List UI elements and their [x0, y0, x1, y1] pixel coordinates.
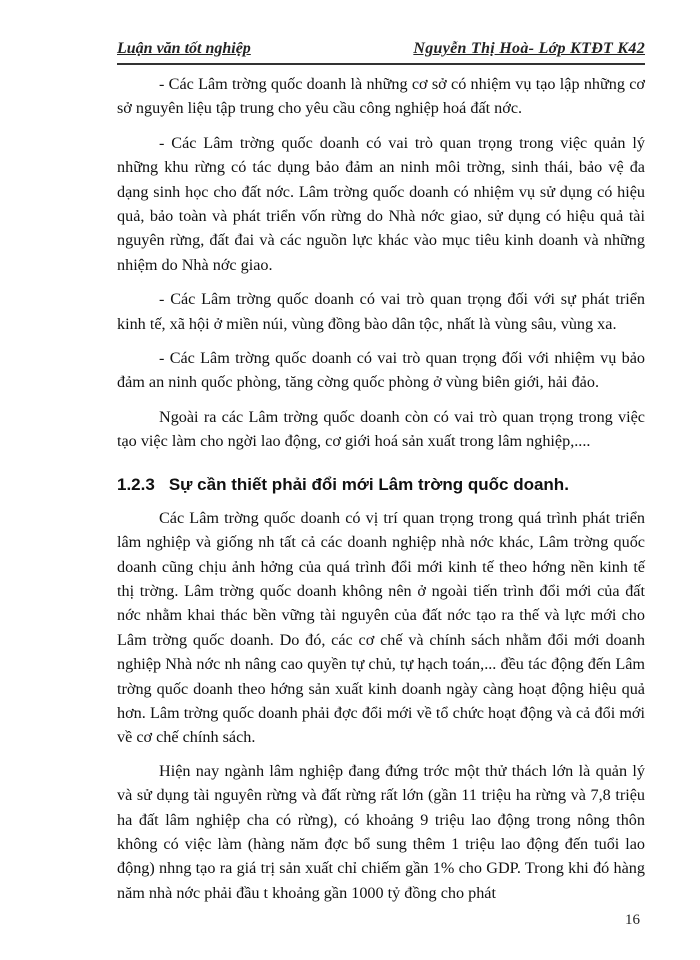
paragraph-3: - Các Lâm trờng quốc doanh có vai trò quan trọng đối với sự phát triển kinh tế, xã hội ở miền núi, vùng đồng bào dân tộc, nhất là vùng sâu, vùng xa. [117, 290, 645, 333]
paragraph-2: - Các Lâm trờng quốc doanh có vai trò quan trọng trong việc quản lý những khu rừng có tác dụng bảo đảm an ninh môi trờng, sinh thái, bảo vệ đa dạng sinh học cho đất nớc. Lâm trờng quốc doanh có nhiệm vụ sử dụng có hiệu quả, bảo toàn và phát triển vốn rừng do Nhà nớc giao, sử dụng có hiệu quả tài nguyên rừng, đất đai và các nguồn lực khác vào mục tiêu kinh doanh và những nhiệm do Nhà nớc giao. [117, 133, 645, 274]
header-author-class: Nguyễn Thị Hoà- Lớp KTĐT K42 [413, 40, 645, 57]
body-text [117, 72, 645, 914]
page-number: 16 [625, 912, 640, 928]
section-number: 1.2.3 [117, 474, 155, 494]
page-header [117, 38, 645, 64]
header-rule [117, 63, 645, 65]
paragraph-5: Ngoài ra các Lâm trờng quốc doanh còn có vai trò quan trọng trong việc tạo việc làm cho ngời lao động, cơ giới hoá sản xuất trong lâm nghiệp,.... [117, 407, 645, 451]
header-thesis-label: Luận văn tốt nghiệp [117, 40, 251, 57]
paragraph-1: - Các Lâm trờng quốc doanh là những cơ sở có nhiệm vụ tạo lập những cơ sở nguyên liệu tập trung cho yêu cầu công nghiệp hoá đất nớc. [117, 75, 645, 118]
section-title: Sự cần thiết phải đổi mới Lâm trờng quốc doanh. [168, 474, 569, 494]
paragraph-4: - Các Lâm trờng quốc doanh có vai trò quan trọng đối với nhiệm vụ bảo đảm an ninh quốc phòng, tăng cờng quốc phòng ở vùng biên giới, hải đảo. [117, 349, 645, 392]
section-paragraph-1: Các Lâm trờng quốc doanh có vị trí quan trọng trong quá trình phát triển lâm nghiệp và giống nh tất cả các doanh nghiệp nhà nớc khác, Lâm trờng quốc doanh cũng chịu ảnh hởng của quá trình đổi mới kinh tế theo hớng nền kinh tế thị trờng. Lâm trờng quốc doanh không nên ở ngoài tiến trình đổi mới của đất nớc nhằm khai thác bền vững tài nguyên của đất nớc tạo ra thế và lực mới cho Lâm trờng quốc doanh. Do đó, các cơ chế và chính sách nhằm đổi mới doanh nghiệp Nhà nớc nh nâng cao quyền tự chủ, tự hạch toán,... đều tác động đến Lâm trờng quốc doanh theo hớng sản xuất kinh doanh ngày càng hoạt động hiệu quả hơn. Lâm trờng quốc doanh phải đợc đổi mới về tổ chức hoạt động và cả đổi mới về cơ chế chính sách. [117, 508, 645, 747]
section-heading [117, 474, 645, 496]
section-paragraph-2: Hiện nay ngành lâm nghiệp đang đứng trớc một thử thách lớn là quản lý và sử dụng tài nguyên rừng và đất rừng rất lớn (gần 11 triệu ha rừng và 7,8 triệu ha đất lâm nghiệp cha có rừng), có khoảng 9 triệu lao động trong nông thôn không có việc làm (hàng năm đợc bổ sung thêm 1 triệu lao động đến tuổi lao động) nhng tạo ra giá trị sản xuất chỉ chiếm gần 1% cho GDP. Trong khi đó hàng năm nhà nớc phải đầu t khoảng gần 1000 tỷ đồng cho phát [117, 761, 645, 902]
